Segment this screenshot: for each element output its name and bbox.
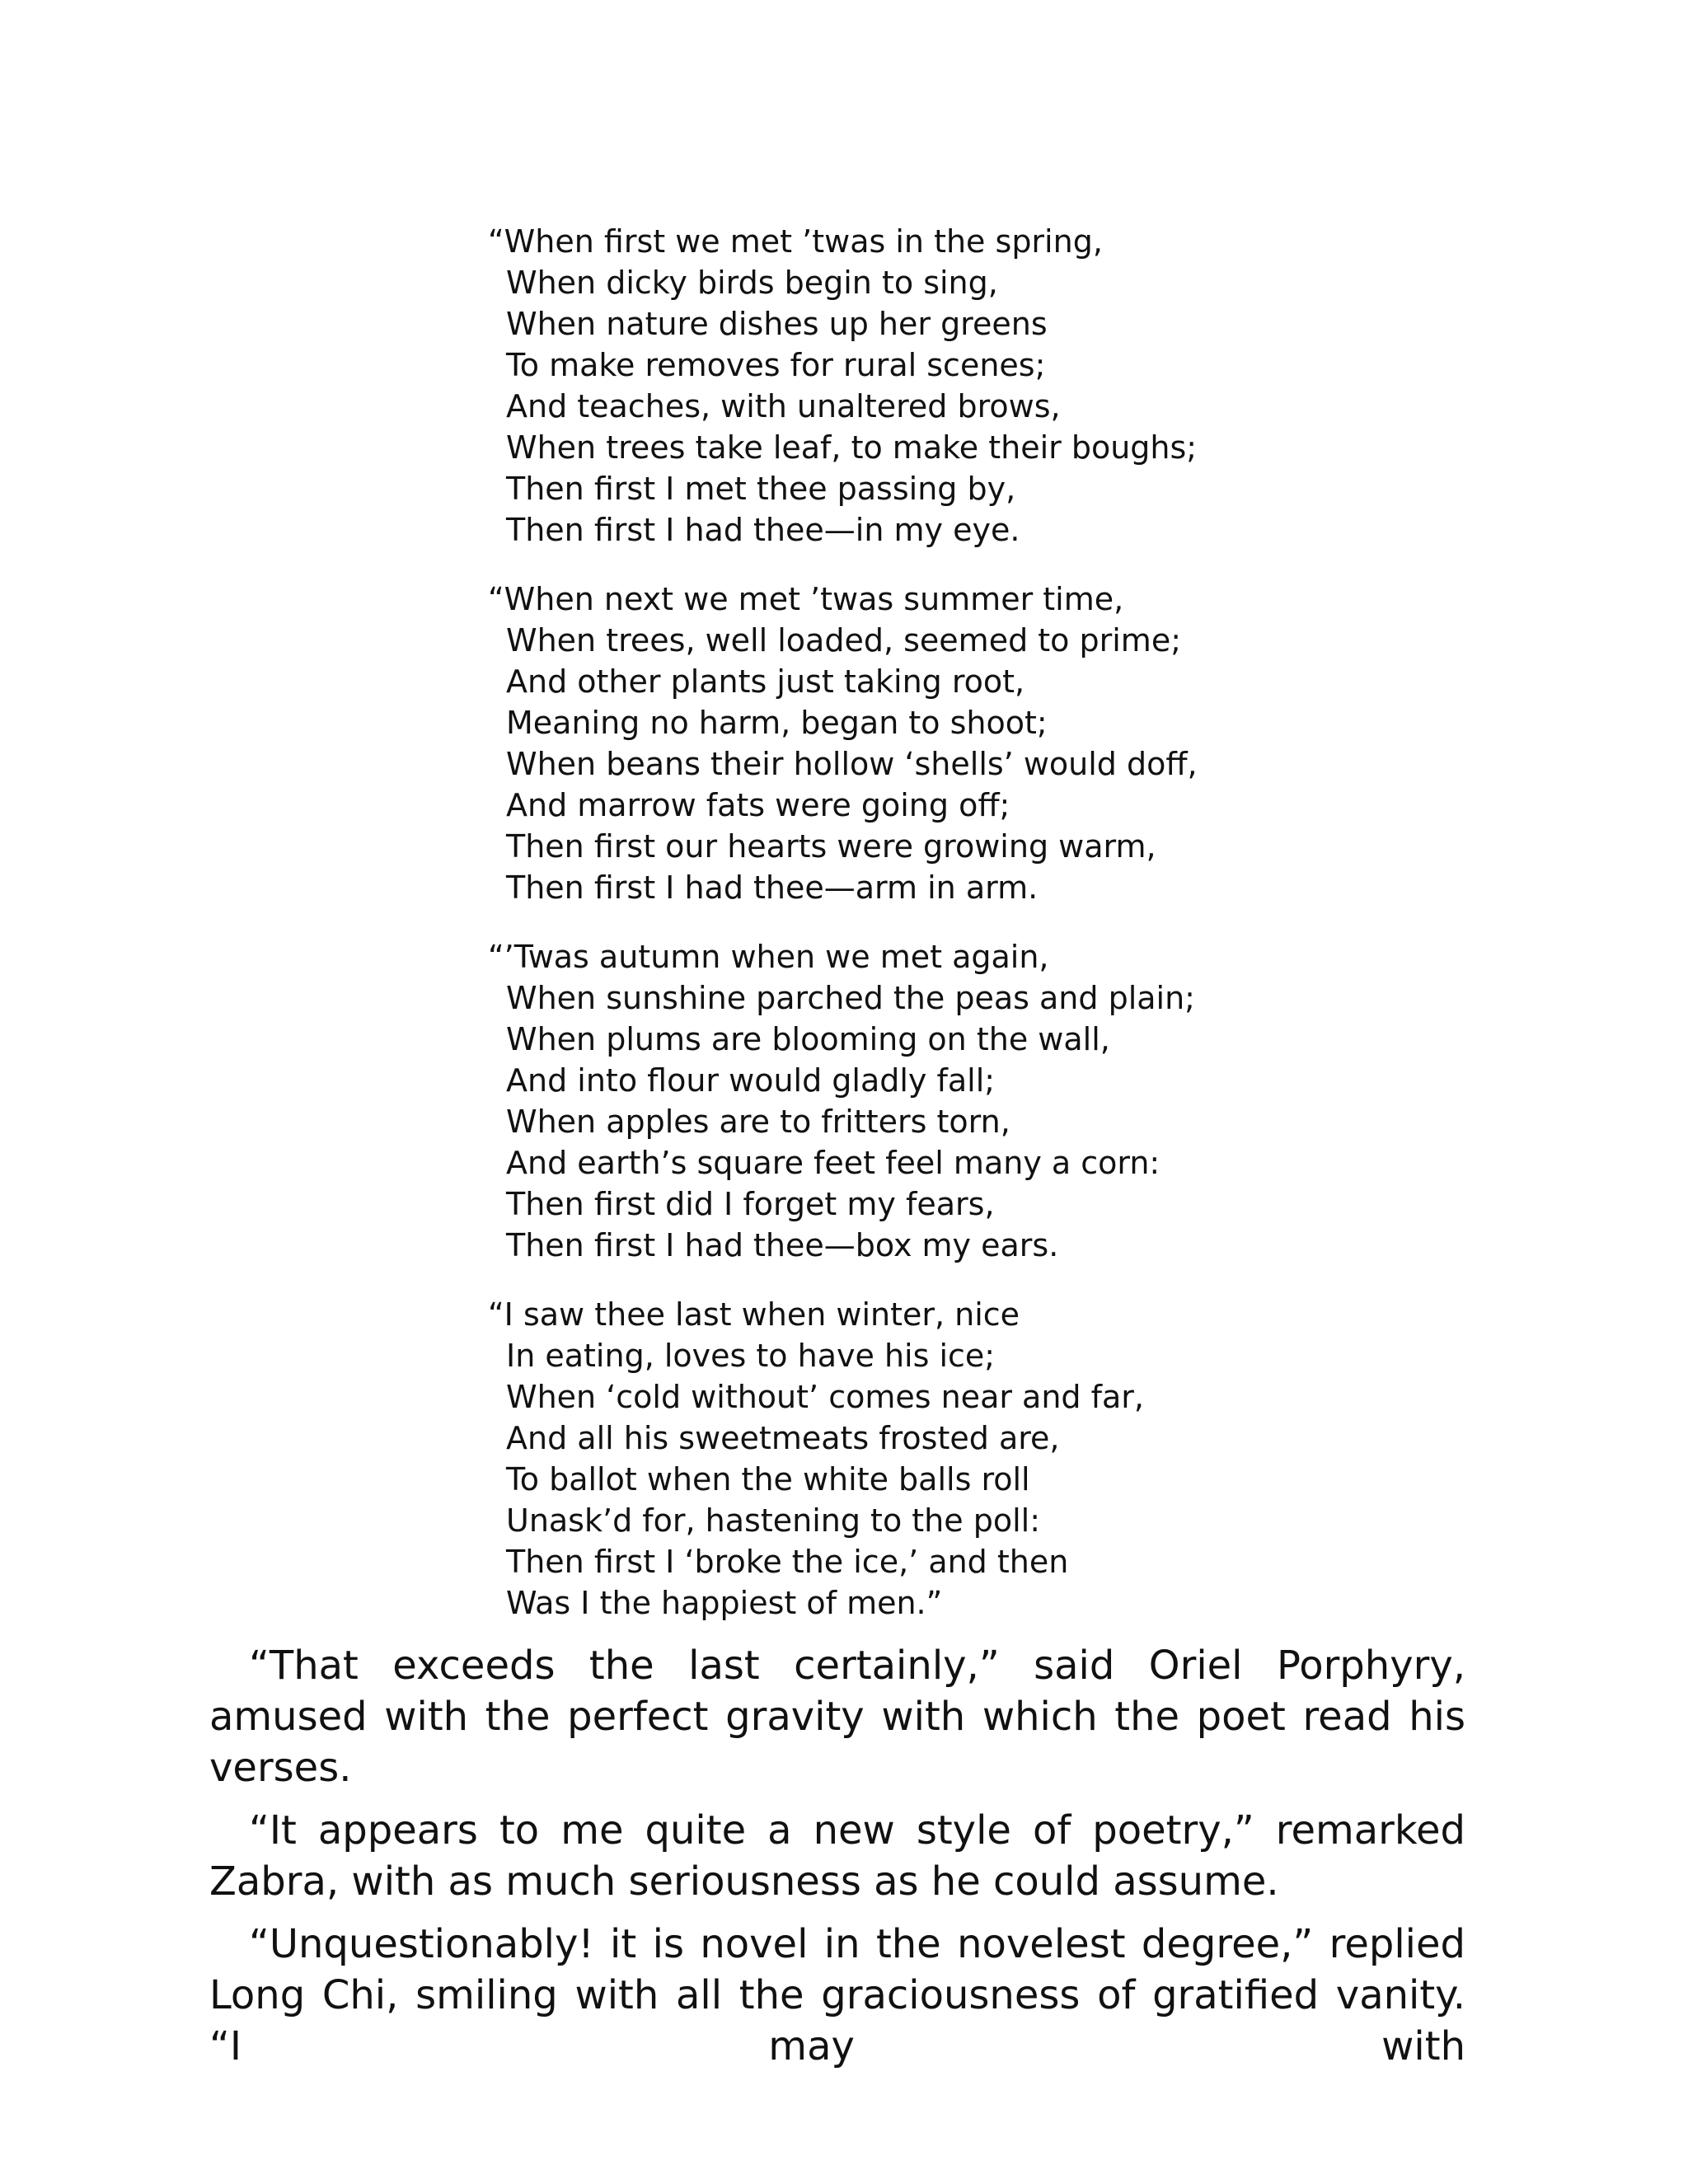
poem-line: And marrow fats were going off; bbox=[506, 787, 1010, 823]
poem-line: Then first I had thee—in my eye. bbox=[506, 512, 1020, 548]
poem-line: And earth’s square feet feel many a corn: bbox=[506, 1145, 1160, 1181]
poem bbox=[488, 221, 1312, 1652]
poem-line: “I saw thee last when winter, nice bbox=[488, 1296, 1020, 1333]
poem-line: When nature dishes up her greens bbox=[506, 306, 1048, 342]
poem-line: Unask’d for, hastening to the poll: bbox=[506, 1502, 1041, 1539]
stanza-autumn bbox=[488, 936, 1312, 1266]
paragraph: “It appears to me quite a new style of poetry,” remarked Zabra, with as much seriousness as he could assume. bbox=[209, 1807, 1465, 1905]
poem-line: When apples are to fritters torn, bbox=[506, 1104, 1010, 1140]
paragraph: “That exceeds the last certainly,” said Oriel Porphyry, amused with the perfect gravity with which the poet read his verses. bbox=[209, 1643, 1465, 1791]
paragraph: “Unquestionably! it is novel in the novelest degree,” replied Long Chi, smiling with all the graciousness of gratified vanity. “I may with bbox=[209, 1921, 1465, 2069]
poem-line: When ‘cold without’ comes near and far, bbox=[506, 1379, 1144, 1415]
poem-line: Then first I had thee—arm in arm. bbox=[506, 869, 1039, 906]
poem-line: Then first did I forget my fears, bbox=[506, 1186, 995, 1222]
poem-line: When trees take leaf, to make their boughs; bbox=[506, 429, 1198, 466]
poem-line: When beans their hollow ‘shells’ would doff, bbox=[506, 746, 1198, 782]
poem-line: And into flour would gladly fall; bbox=[506, 1062, 996, 1099]
poem-line: “’Twas autumn when we met again, bbox=[488, 939, 1049, 975]
poem-line: To make removes for rural scenes; bbox=[506, 347, 1046, 383]
poem-line: Then first I met thee passing by, bbox=[506, 471, 1016, 507]
poem-line: When sunshine parched the peas and plain; bbox=[506, 980, 1195, 1016]
poem-line: And other plants just taking root, bbox=[506, 663, 1025, 700]
poem-line: Then first I ‘broke the ice,’ and then bbox=[506, 1544, 1069, 1580]
stanza-winter bbox=[488, 1294, 1312, 1624]
poem-line: When trees, well loaded, seemed to prime; bbox=[506, 622, 1182, 658]
stanza-spring bbox=[488, 221, 1312, 551]
poem-line: When plums are blooming on the wall, bbox=[506, 1021, 1110, 1057]
poem-line: Then first our hearts were growing warm, bbox=[506, 828, 1156, 865]
poem-line: Was I the happiest of men.” bbox=[506, 1585, 943, 1621]
prose-body bbox=[209, 1640, 1465, 2083]
poem-line: Meaning no harm, began to shoot; bbox=[506, 705, 1048, 741]
poem-line: “When first we met ’twas in the spring, bbox=[488, 223, 1103, 260]
stanza-summer bbox=[488, 579, 1312, 908]
poem-line: And teaches, with unaltered brows, bbox=[506, 388, 1061, 424]
poem-line: In eating, loves to have his ice; bbox=[506, 1338, 996, 1374]
poem-line: Then first I had thee—box my ears. bbox=[506, 1227, 1059, 1263]
poem-line: “When next we met ’twas summer time, bbox=[488, 581, 1124, 617]
poem-line: When dicky birds begin to sing, bbox=[506, 265, 998, 301]
poem-line: And all his sweetmeats frosted are, bbox=[506, 1420, 1060, 1456]
poem-line: To ballot when the white balls roll bbox=[506, 1461, 1030, 1497]
